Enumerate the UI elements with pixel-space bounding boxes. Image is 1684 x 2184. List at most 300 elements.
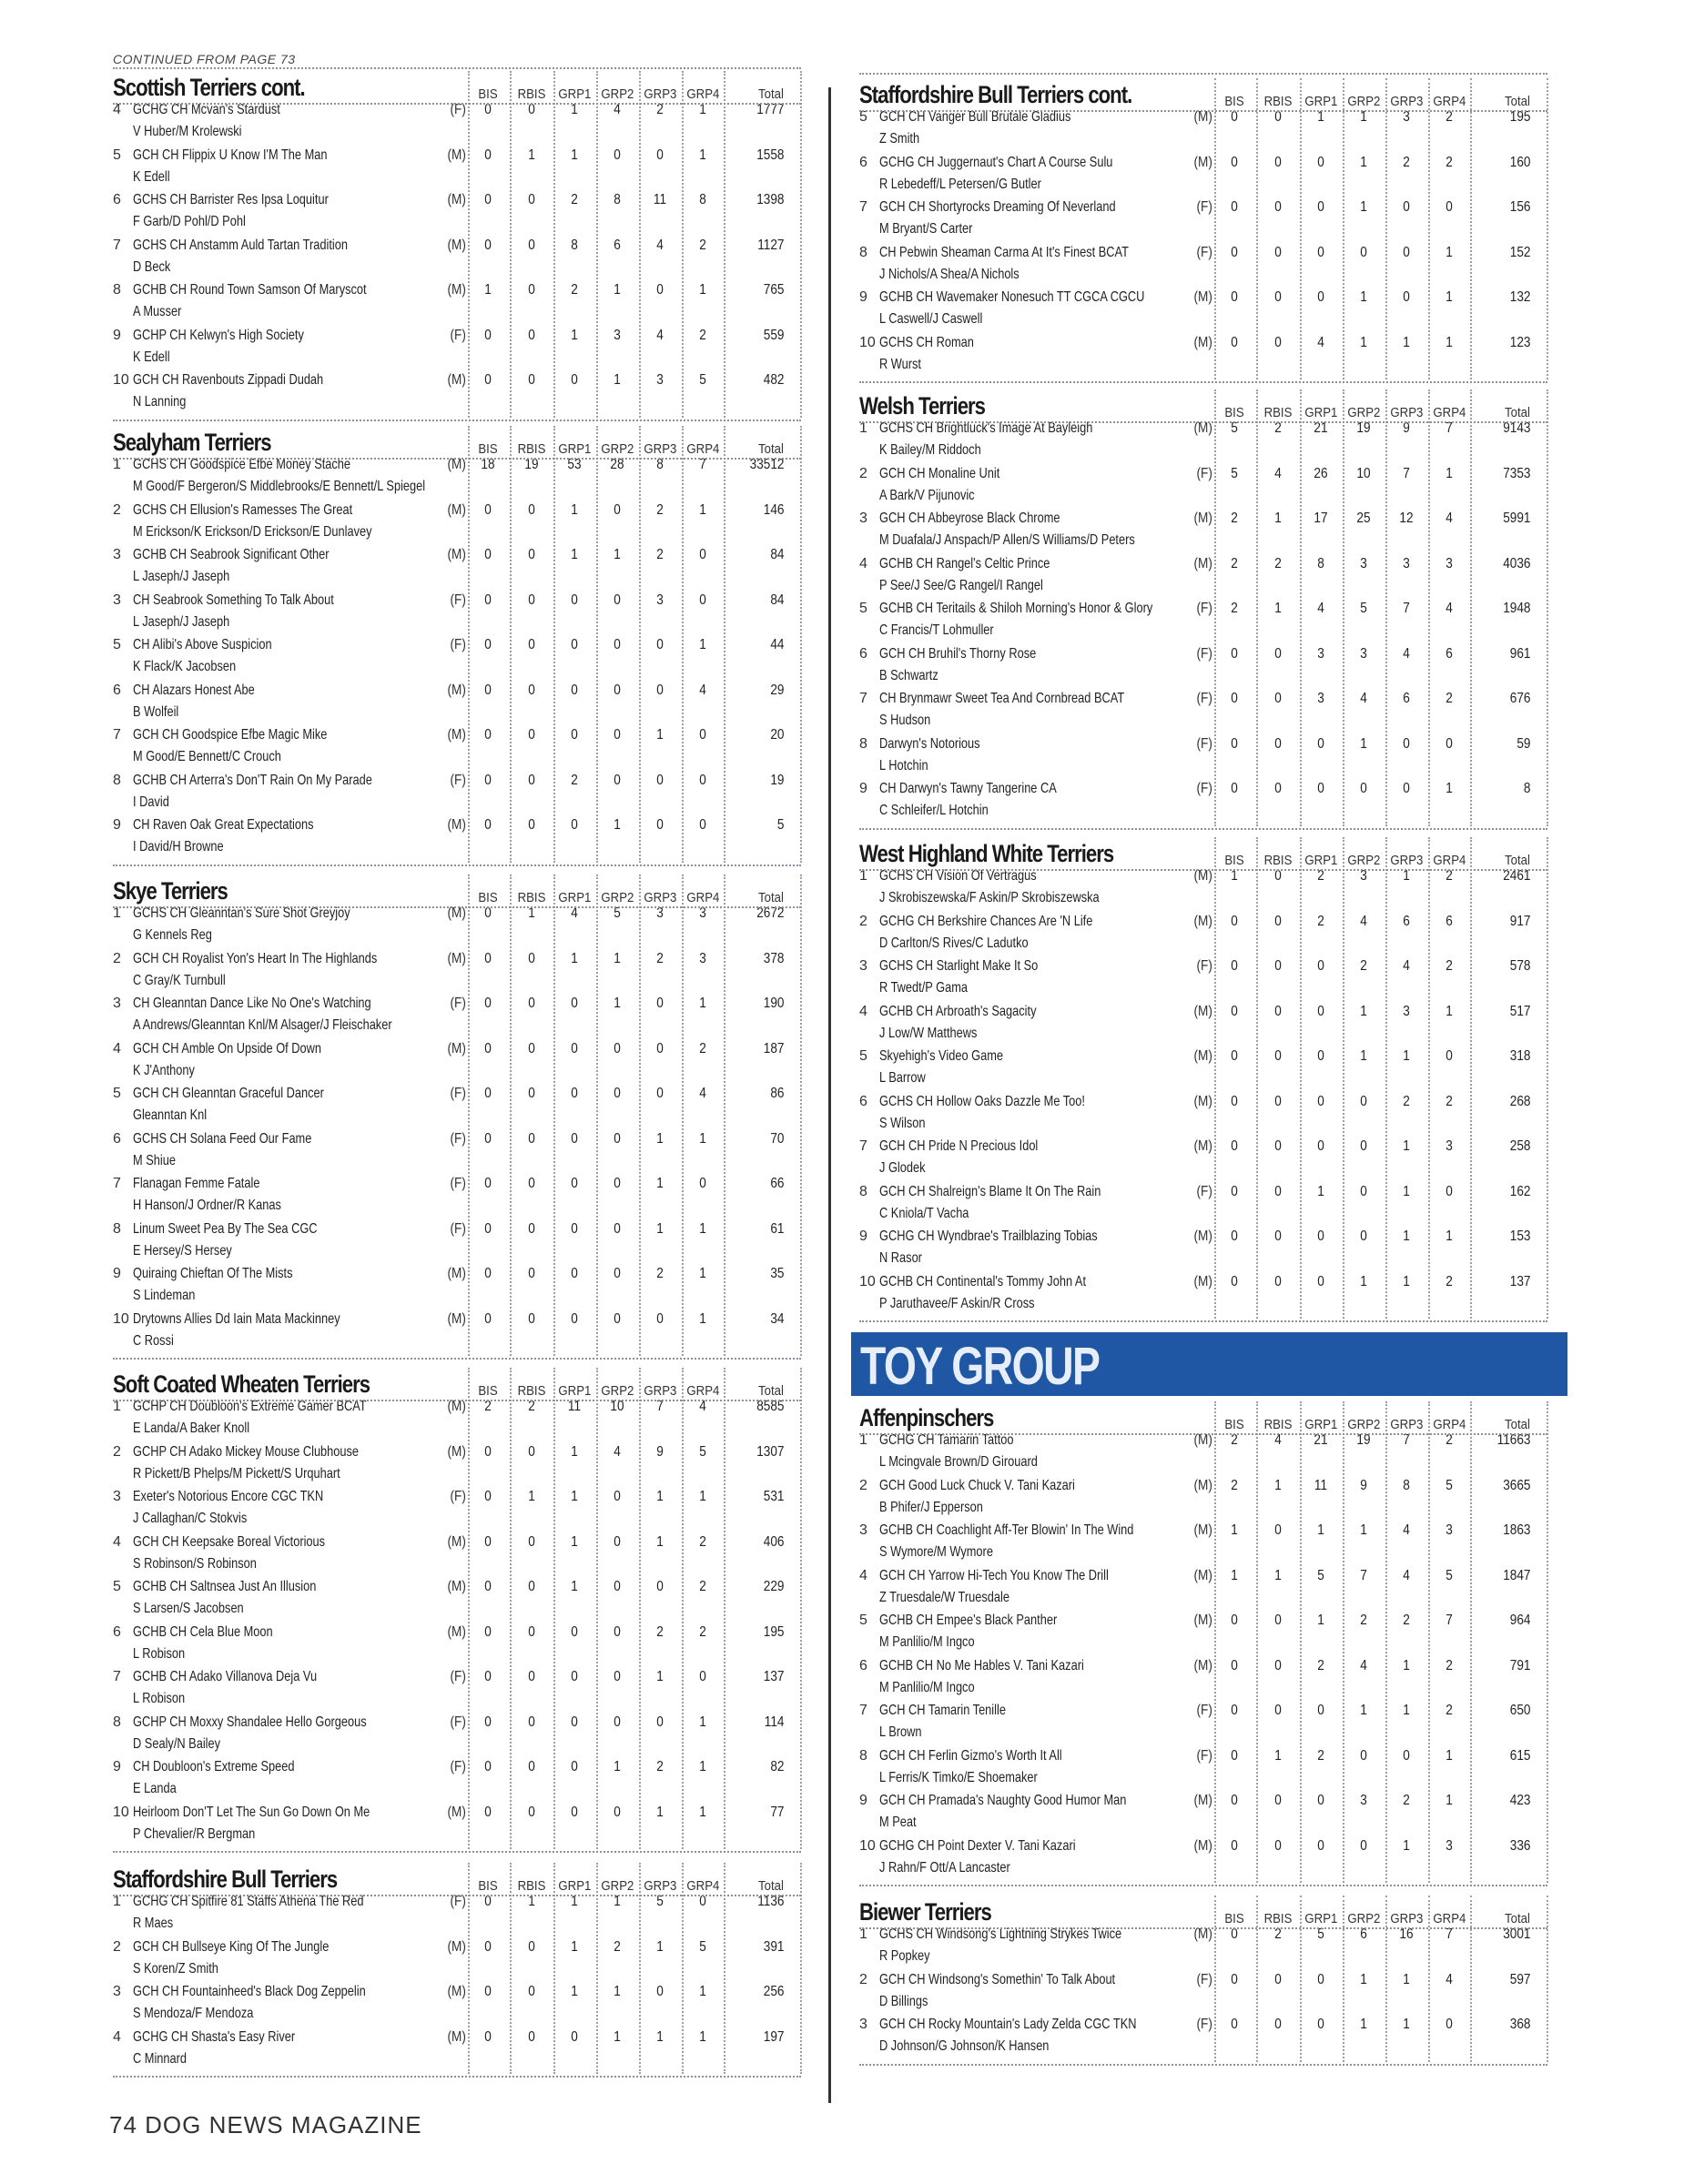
header-grp1: GRP1 bbox=[558, 890, 592, 905]
table-row bbox=[113, 2029, 801, 2075]
table-row bbox=[859, 781, 1547, 826]
column-separator bbox=[553, 1368, 555, 1849]
sex: (F) bbox=[1196, 1703, 1212, 1718]
column-separator bbox=[1256, 78, 1258, 379]
rank: 9 bbox=[113, 1266, 121, 1281]
breed-section bbox=[113, 69, 801, 418]
owner-names: M Shiue bbox=[133, 1152, 176, 1168]
stat-grp4: 2 bbox=[699, 1533, 706, 1550]
stat-grp1: 0 bbox=[1317, 2017, 1324, 2032]
stat-grp1: 1 bbox=[571, 1579, 578, 1594]
stat-grp4: 8 bbox=[699, 192, 706, 207]
owner-names: L Jaseph/J Jaseph bbox=[133, 613, 230, 630]
stat-grp4: 1 bbox=[699, 1310, 706, 1327]
sex: (F) bbox=[1196, 601, 1212, 616]
stat-bis: 0 bbox=[1231, 1793, 1238, 1808]
owner-names: J Skrobiszewska/F Askin/P Skrobiszewska bbox=[879, 890, 1100, 905]
stat-bis: 0 bbox=[484, 1266, 492, 1281]
rank: 9 bbox=[859, 1793, 867, 1808]
table-row bbox=[113, 1894, 801, 1939]
sex: (F) bbox=[450, 1669, 466, 1684]
stat-rbis: 0 bbox=[528, 1579, 535, 1594]
stat-rbis: 0 bbox=[528, 772, 535, 788]
owner-names: S Wymore/M Wymore bbox=[879, 1544, 993, 1560]
owner-names: Z Smith bbox=[879, 131, 920, 147]
table-row bbox=[113, 1444, 801, 1490]
section-rule bbox=[113, 458, 801, 460]
dog-name: GCHG CH Tamarin Tattoo bbox=[879, 1432, 1014, 1448]
stat-bis: 0 bbox=[1231, 334, 1238, 350]
stat-bis: 18 bbox=[481, 457, 495, 472]
column-separator bbox=[682, 1368, 684, 1849]
stat-grp3: 0 bbox=[656, 817, 664, 833]
stat-total: 615 bbox=[1509, 1747, 1531, 1764]
stat-total: 33512 bbox=[749, 457, 785, 472]
table-row bbox=[859, 155, 1547, 200]
sex: (M) bbox=[447, 192, 466, 207]
breed-title: Scottish Terriers cont. bbox=[113, 74, 305, 101]
rank: 3 bbox=[859, 511, 867, 526]
dog-name: GCHS CH Vision Of Vertragus bbox=[879, 868, 1037, 884]
stat-grp4: 2 bbox=[699, 1623, 706, 1640]
rank: 5 bbox=[113, 1086, 121, 1101]
sex: (M) bbox=[1193, 1093, 1212, 1109]
stat-grp2: 1 bbox=[614, 1894, 621, 1909]
stat-grp2: 1 bbox=[1360, 199, 1367, 215]
stat-grp4: 3 bbox=[699, 905, 706, 921]
stat-grp2: 1 bbox=[614, 950, 621, 966]
sex: (M) bbox=[1193, 1926, 1212, 1942]
stat-grp1: 0 bbox=[571, 682, 578, 698]
stat-total: 152 bbox=[1509, 244, 1531, 260]
section-header bbox=[113, 1861, 801, 1894]
stat-grp4: 7 bbox=[1446, 1926, 1453, 1942]
stat-grp1: 2 bbox=[1317, 1747, 1324, 1764]
table-row bbox=[859, 1094, 1547, 1139]
owner-names: V Huber/M Krolewski bbox=[133, 124, 242, 139]
dog-name: GCHB CH Adako Villanova Deja Vu bbox=[133, 1669, 318, 1684]
dog-name: GCHP CH Kelwyn's High Society bbox=[133, 327, 304, 343]
stat-grp3: 1 bbox=[656, 1938, 664, 1955]
rank: 3 bbox=[113, 1489, 121, 1504]
stat-total: 268 bbox=[1509, 1093, 1531, 1109]
stat-total: 1948 bbox=[1503, 601, 1531, 616]
stat-grp4: 1 bbox=[699, 102, 706, 117]
dog-name: GCH CH Tamarin Tenille bbox=[879, 1703, 1006, 1718]
stat-bis: 0 bbox=[484, 1894, 492, 1909]
column-separator bbox=[682, 426, 684, 863]
stat-grp3: 1 bbox=[1403, 1138, 1410, 1154]
stat-rbis: 0 bbox=[528, 1804, 535, 1820]
stat-total: 1863 bbox=[1503, 1522, 1531, 1538]
dog-name: CH Doubloon's Extreme Speed bbox=[133, 1759, 295, 1774]
header-bis: BIS bbox=[1224, 1911, 1244, 1926]
sex: (M) bbox=[1193, 334, 1212, 350]
rank: 6 bbox=[859, 1093, 867, 1109]
stat-rbis: 0 bbox=[528, 1176, 535, 1191]
stat-grp2: 0 bbox=[614, 1086, 621, 1101]
stat-rbis: 0 bbox=[528, 1266, 535, 1281]
stat-grp4: 1 bbox=[1446, 781, 1453, 796]
header-grp4: GRP4 bbox=[686, 890, 720, 905]
rank: 5 bbox=[113, 1579, 121, 1594]
dog-name: GCH CH Pride N Precious Idol bbox=[879, 1138, 1039, 1154]
table-row bbox=[113, 592, 801, 638]
dog-name: GCHS CH Hollow Oaks Dazzle Me Too! bbox=[879, 1093, 1085, 1109]
stat-grp4: 7 bbox=[1446, 420, 1453, 436]
stat-grp1: 1 bbox=[571, 950, 578, 966]
stat-rbis: 2 bbox=[1274, 555, 1282, 571]
section-header bbox=[859, 388, 1547, 420]
stat-rbis: 0 bbox=[528, 237, 535, 253]
stat-grp1: 0 bbox=[1317, 1093, 1324, 1109]
sex: (M) bbox=[1193, 109, 1212, 125]
table-row bbox=[113, 282, 801, 328]
dog-name: GCHB CH Arterra's Don'T Rain On My Parade bbox=[133, 772, 372, 788]
stat-grp2: 8 bbox=[614, 192, 621, 207]
column-separator bbox=[510, 875, 512, 1356]
stat-grp3: 3 bbox=[1403, 555, 1410, 571]
stat-rbis: 19 bbox=[524, 457, 539, 472]
section-rule bbox=[113, 420, 801, 421]
stat-grp4: 0 bbox=[699, 592, 706, 608]
stat-grp1: 2 bbox=[571, 772, 578, 788]
sex: (M) bbox=[447, 237, 466, 253]
header-grp3: GRP3 bbox=[1390, 1911, 1424, 1926]
sex: (M) bbox=[447, 1443, 466, 1460]
rank: 1 bbox=[859, 1432, 867, 1448]
owner-names: B Schwartz bbox=[879, 667, 938, 683]
stat-grp4: 1 bbox=[699, 996, 706, 1011]
stat-total: 917 bbox=[1509, 913, 1531, 929]
stat-total: 406 bbox=[763, 1533, 785, 1550]
column-separator bbox=[1256, 1896, 1258, 2062]
header-bis: BIS bbox=[478, 1878, 498, 1894]
stat-grp3: 1 bbox=[1403, 1703, 1410, 1718]
header-bis: BIS bbox=[1224, 94, 1244, 109]
stat-grp2: 0 bbox=[1360, 244, 1367, 260]
breed-section bbox=[113, 1861, 801, 2074]
stat-total: 378 bbox=[763, 950, 785, 966]
table-row bbox=[113, 457, 801, 502]
owner-names: C Schleifer/L Hotchin bbox=[879, 803, 989, 818]
rank: 2 bbox=[859, 465, 867, 481]
section-rule bbox=[859, 1320, 1547, 1322]
header-total: Total bbox=[758, 1878, 784, 1894]
header-total: Total bbox=[1505, 405, 1530, 420]
stat-grp2: 2 bbox=[614, 1938, 621, 1955]
sex: (M) bbox=[1193, 1228, 1212, 1244]
section-rule bbox=[113, 103, 801, 105]
stat-rbis: 0 bbox=[528, 1669, 535, 1684]
dog-name: GCH CH Bruhil's Thorny Rose bbox=[879, 645, 1037, 662]
sex: (M) bbox=[447, 1266, 466, 1281]
stat-total: 84 bbox=[770, 547, 785, 562]
column-separator bbox=[1547, 837, 1548, 1319]
rank: 4 bbox=[859, 1003, 867, 1019]
stat-grp1: 1 bbox=[571, 1489, 578, 1504]
stat-rbis: 1 bbox=[1274, 511, 1282, 526]
stat-total: 961 bbox=[1509, 645, 1531, 662]
stat-total: 156 bbox=[1509, 199, 1531, 215]
header-grp1: GRP1 bbox=[558, 441, 592, 457]
column-separator bbox=[1385, 389, 1387, 826]
stat-grp3: 0 bbox=[656, 1040, 664, 1057]
header-grp2: GRP2 bbox=[1347, 405, 1381, 420]
stat-rbis: 0 bbox=[528, 727, 535, 743]
rank: 4 bbox=[859, 555, 867, 571]
stat-grp2: 1 bbox=[1360, 154, 1367, 170]
stat-grp2: 0 bbox=[614, 1176, 621, 1191]
stat-bis: 0 bbox=[484, 147, 492, 163]
table-row bbox=[859, 1748, 1547, 1794]
stat-total: 1127 bbox=[757, 237, 785, 253]
stat-grp3: 1 bbox=[1403, 2017, 1410, 2032]
stat-grp1: 5 bbox=[1317, 1567, 1324, 1583]
stat-total: 84 bbox=[770, 592, 785, 608]
stat-grp2: 0 bbox=[1360, 781, 1367, 796]
stat-grp2: 4 bbox=[1360, 1657, 1367, 1673]
stat-rbis: 0 bbox=[1274, 1183, 1282, 1199]
column-separator bbox=[1385, 1401, 1387, 1883]
owner-names: M Duafala/J Anspach/P Allen/S Williams/D Peters bbox=[879, 532, 1135, 548]
stat-total: 195 bbox=[1509, 109, 1531, 125]
dog-name: CH Raven Oak Great Expectations bbox=[133, 817, 314, 833]
column-separator bbox=[1547, 78, 1548, 379]
section-rule bbox=[113, 2076, 801, 2078]
stat-grp2: 1 bbox=[1360, 1273, 1367, 1289]
stat-bis: 0 bbox=[484, 1938, 492, 1955]
section-rule bbox=[859, 1433, 1547, 1435]
rank: 4 bbox=[859, 1567, 867, 1583]
stat-grp2: 0 bbox=[1360, 1183, 1367, 1199]
sex: (M) bbox=[1193, 1138, 1212, 1154]
sex: (M) bbox=[1193, 555, 1212, 571]
owner-names: B Wolfeil bbox=[133, 703, 179, 720]
table-row bbox=[859, 1926, 1547, 1972]
stat-grp4: 5 bbox=[1446, 1477, 1453, 1493]
stat-grp1: 0 bbox=[1317, 958, 1324, 974]
stat-total: 531 bbox=[763, 1489, 785, 1504]
dog-name: GCHB CH Rangel's Celtic Prince bbox=[879, 555, 1050, 571]
stat-grp4: 2 bbox=[1446, 958, 1453, 974]
dog-name: Drytowns Allies Dd Iain Mata Mackinney bbox=[133, 1310, 340, 1327]
dog-name: GCHG CH Juggernaut's Chart A Course Sulu bbox=[879, 154, 1113, 170]
header-grp3: GRP3 bbox=[644, 890, 677, 905]
sex: (M) bbox=[447, 1579, 466, 1594]
rank: 1 bbox=[859, 420, 867, 436]
stat-rbis: 0 bbox=[528, 1130, 535, 1147]
stat-grp4: 2 bbox=[699, 1040, 706, 1057]
owner-names: C Francis/T Lohmuller bbox=[879, 622, 994, 638]
stat-total: 2672 bbox=[756, 905, 785, 921]
rank: 3 bbox=[859, 958, 867, 974]
column-separator bbox=[1470, 78, 1472, 379]
stat-rbis: 2 bbox=[1274, 1926, 1282, 1942]
table-row bbox=[859, 601, 1547, 646]
stat-grp1: 1 bbox=[571, 147, 578, 163]
stat-rbis: 0 bbox=[528, 1623, 535, 1640]
table-row bbox=[113, 1221, 801, 1267]
stat-grp1: 0 bbox=[571, 637, 578, 652]
owner-names: N Rasor bbox=[879, 1250, 922, 1266]
stat-rbis: 0 bbox=[528, 547, 535, 562]
stat-grp3: 0 bbox=[656, 1984, 664, 1999]
stat-grp2: 0 bbox=[614, 1489, 621, 1504]
owner-names: R Maes bbox=[133, 1916, 174, 1931]
table-row bbox=[113, 817, 801, 863]
stat-grp4: 3 bbox=[1446, 1522, 1453, 1538]
section-header bbox=[859, 1400, 1547, 1432]
dog-name: Linum Sweet Pea By The Sea CGC bbox=[133, 1220, 318, 1237]
stat-bis: 0 bbox=[484, 682, 492, 698]
stat-grp1: 0 bbox=[571, 1759, 578, 1774]
stat-bis: 0 bbox=[484, 592, 492, 608]
stat-grp1: 2 bbox=[571, 192, 578, 207]
header-grp1: GRP1 bbox=[1304, 1911, 1338, 1926]
stat-grp3: 7 bbox=[656, 1399, 664, 1414]
stat-grp2: 0 bbox=[614, 1130, 621, 1147]
stat-grp3: 0 bbox=[1403, 289, 1410, 305]
stat-grp2: 0 bbox=[614, 1040, 621, 1057]
sex: (M) bbox=[447, 1399, 466, 1414]
stat-total: 597 bbox=[1509, 1971, 1531, 1987]
table-row bbox=[113, 905, 801, 951]
dog-name: GCH CH Royalist Yon's Heart In The Highlands bbox=[133, 950, 378, 966]
stat-grp3: 1 bbox=[656, 1130, 664, 1147]
stat-grp3: 3 bbox=[1403, 1003, 1410, 1019]
dog-name: GCHS CH Roman bbox=[879, 334, 974, 350]
column-separator bbox=[468, 1368, 470, 1849]
stat-bis: 0 bbox=[484, 1623, 492, 1640]
column-separator bbox=[800, 1368, 802, 1849]
stat-bis: 0 bbox=[484, 1086, 492, 1101]
dog-name: GCHG CH Shasta's Easy River bbox=[133, 2028, 296, 2045]
stat-grp2: 0 bbox=[614, 501, 621, 518]
column-separator bbox=[1300, 837, 1302, 1319]
stat-total: 8 bbox=[1523, 781, 1531, 796]
stat-grp1: 1 bbox=[571, 1938, 578, 1955]
stat-grp1: 0 bbox=[1317, 1228, 1324, 1244]
stat-rbis: 1 bbox=[1274, 1567, 1282, 1583]
stat-grp3: 16 bbox=[1399, 1926, 1414, 1942]
stat-grp3: 0 bbox=[1403, 735, 1410, 752]
rank: 8 bbox=[113, 772, 121, 788]
table-row bbox=[113, 1041, 801, 1087]
rank: 2 bbox=[113, 950, 121, 966]
stat-grp2: 19 bbox=[1356, 420, 1371, 436]
table-row bbox=[113, 1984, 801, 2029]
header-grp1: GRP1 bbox=[558, 86, 592, 102]
dog-name: GCH CH Bullseye King Of The Jungle bbox=[133, 1938, 330, 1955]
stat-grp3: 0 bbox=[656, 1086, 664, 1101]
section-rule bbox=[113, 906, 801, 908]
stat-bis: 1 bbox=[484, 282, 492, 298]
header-rbis: RBIS bbox=[1263, 94, 1293, 109]
owner-names: H Hanson/J Ordner/R Kanas bbox=[133, 1198, 281, 1213]
stat-rbis: 0 bbox=[528, 1443, 535, 1460]
stat-grp4: 5 bbox=[1446, 1567, 1453, 1583]
dog-name: GCHG CH Mcvan's Stardust bbox=[133, 102, 280, 117]
sex: (M) bbox=[447, 547, 466, 562]
column-separator bbox=[1470, 837, 1472, 1319]
dog-name: GCHS CH Anstamm Auld Tartan Tradition bbox=[133, 237, 348, 253]
dog-name: GCHS CH Starlight Make It So bbox=[879, 958, 1039, 974]
stat-bis: 0 bbox=[484, 1714, 492, 1730]
breed-title: Staffordshire Bull Terriers cont. bbox=[859, 81, 1132, 108]
sex: (M) bbox=[447, 282, 466, 298]
stat-grp1: 17 bbox=[1314, 511, 1328, 526]
rank: 3 bbox=[113, 1984, 121, 1999]
stat-total: 187 bbox=[763, 1040, 785, 1057]
stat-grp2: 1 bbox=[1360, 289, 1367, 305]
table-row bbox=[859, 1703, 1547, 1748]
stat-grp1: 0 bbox=[571, 1669, 578, 1684]
table-row bbox=[859, 1228, 1547, 1274]
owner-names: L Brown bbox=[879, 1724, 922, 1740]
stat-grp1: 0 bbox=[571, 1623, 578, 1640]
dog-name: GCH CH Amble On Upside Of Down bbox=[133, 1040, 321, 1057]
stat-grp1: 0 bbox=[1317, 1793, 1324, 1808]
column-separator bbox=[724, 426, 725, 863]
owner-names: Gleanntan Knl bbox=[133, 1107, 208, 1123]
column-separator bbox=[1385, 1896, 1387, 2062]
sex: (F) bbox=[1196, 2017, 1212, 2032]
owner-names: J Callaghan/C Stokvis bbox=[133, 1511, 248, 1526]
stat-bis: 0 bbox=[1231, 2017, 1238, 2032]
owner-names: P See/J See/G Rangel/I Rangel bbox=[879, 577, 1043, 593]
stat-total: 3001 bbox=[1503, 1926, 1531, 1942]
dog-name: CH Alazars Honest Abe bbox=[133, 682, 255, 698]
section-rule bbox=[859, 828, 1547, 830]
stat-grp4: 2 bbox=[1446, 1657, 1453, 1673]
sex: (M) bbox=[447, 1938, 466, 1955]
owner-names: L Barrow bbox=[879, 1070, 926, 1086]
stat-total: 1847 bbox=[1503, 1567, 1531, 1583]
rank: 6 bbox=[859, 645, 867, 662]
column-separator bbox=[1256, 389, 1258, 826]
stat-total: 34 bbox=[770, 1310, 785, 1327]
column-separator bbox=[1470, 1896, 1472, 2062]
breed-title: West Highland White Terriers bbox=[859, 840, 1114, 867]
stat-rbis: 2 bbox=[528, 1399, 535, 1414]
table-row bbox=[113, 147, 801, 193]
stat-rbis: 0 bbox=[528, 327, 535, 343]
sex: (M) bbox=[1193, 154, 1212, 170]
owner-names: L Robison bbox=[133, 1691, 186, 1706]
column-separator bbox=[682, 875, 684, 1356]
section-rule bbox=[859, 2064, 1547, 2066]
stat-bis: 0 bbox=[1231, 1138, 1238, 1154]
section-rule bbox=[859, 381, 1547, 383]
stat-rbis: 0 bbox=[528, 682, 535, 698]
stat-bis: 1 bbox=[1231, 1522, 1238, 1538]
stat-bis: 0 bbox=[1231, 109, 1238, 125]
stat-grp2: 1 bbox=[614, 1759, 621, 1774]
sex: (F) bbox=[1196, 1183, 1212, 1199]
stat-grp2: 1 bbox=[1360, 109, 1367, 125]
stat-grp2: 0 bbox=[1360, 1093, 1367, 1109]
stat-grp4: 2 bbox=[1446, 1703, 1453, 1718]
table-row bbox=[113, 1669, 801, 1714]
stat-rbis: 0 bbox=[1274, 334, 1282, 350]
rank: 5 bbox=[113, 147, 121, 163]
dog-name: Darwyn's Notorious bbox=[879, 735, 980, 752]
sex: (M) bbox=[1193, 1432, 1212, 1448]
table-row bbox=[859, 1478, 1547, 1523]
stat-grp1: 5 bbox=[1317, 1926, 1324, 1942]
stat-bis: 0 bbox=[484, 192, 492, 207]
